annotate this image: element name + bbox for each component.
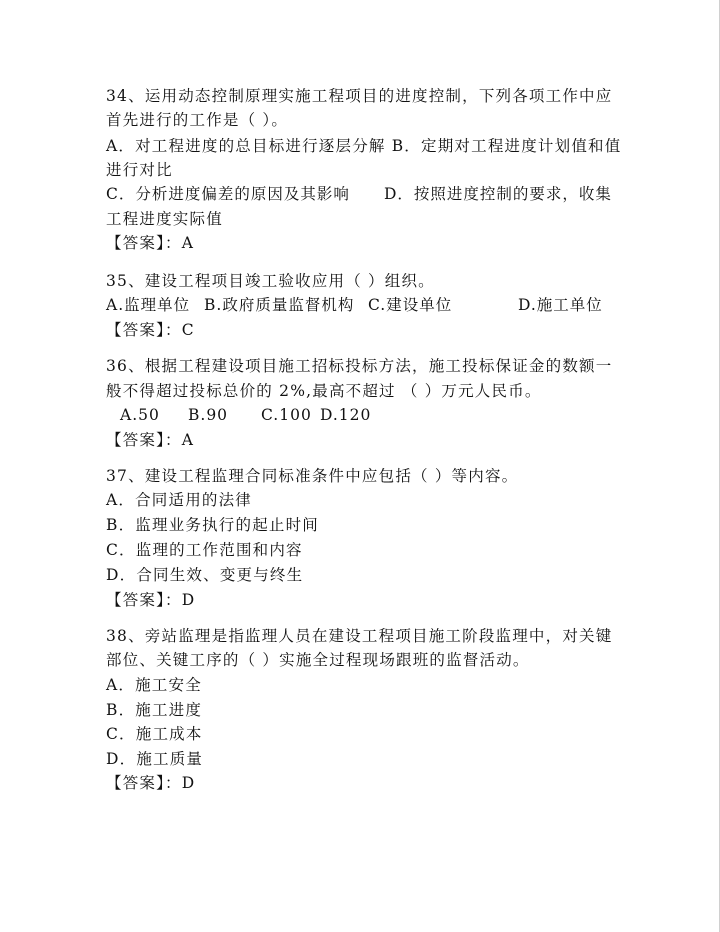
q34-text-line6: 工程进度实际值 — [106, 210, 223, 228]
q34-text-line3: A．对工程进度的总目标进行逐层分解 B．定期对工程进度计划值和值 — [106, 137, 622, 155]
q36-text-line2: 般不得超过投标总价的 2%,最高不超过 （ ）万元人民币。 — [106, 382, 542, 400]
q37-option-a: A．合同适用的法律 — [106, 491, 252, 509]
q38-answer: 【答案】：D — [106, 774, 196, 792]
q37-option-b: B．监理业务执行的起止时间 — [106, 516, 319, 534]
q38-option-d: D．施工质量 — [106, 750, 204, 768]
q35-option-c: C.建设单位 — [368, 296, 453, 314]
q35-option-d: D.施工单位 — [518, 296, 603, 314]
q34-text-line4: 进行对比 — [106, 161, 173, 179]
q34-text-line1: 34、运用动态控制原理实施工程项目的进度控制，下列各项工作中应 — [106, 87, 613, 105]
q37-option-d: D．合同生效、变更与终生 — [106, 566, 304, 584]
q34-answer: 【答案】：A — [106, 234, 195, 252]
q37-option-c: C．监理的工作范围和内容 — [106, 541, 303, 559]
q35-answer: 【答案】：C — [106, 321, 195, 339]
q38-option-c: C．施工成本 — [106, 725, 203, 743]
q36-answer: 【答案】：A — [106, 431, 195, 449]
q35-text-line1: 35、建设工程项目竣工验收应用（ ）组织。 — [106, 272, 435, 290]
q35-option-b: B.政府质量监督机构 — [204, 296, 355, 314]
q36-text-line1: 36、根据工程建设项目施工招标投标方法，施工投标保证金的数额一 — [106, 357, 613, 375]
q36-option-b: B.90 — [188, 406, 229, 424]
q36-option-a: A.50 — [120, 406, 160, 424]
q36-option-d: D.120 — [320, 406, 372, 424]
q37-text-line1: 37、建设工程监理合同标准条件中应包括（ ）等内容。 — [106, 467, 519, 485]
q37-answer: 【答案】：D — [106, 591, 196, 609]
q38-text-line1: 38、旁站监理是指监理人员在建设工程项目施工阶段监理中，对关键 — [106, 627, 613, 645]
q36-option-c: C.100 — [261, 406, 312, 424]
q34-option-d: D．按照进度控制的要求，收集 — [384, 185, 612, 203]
q38-option-b: B．施工进度 — [106, 701, 203, 719]
q38-text-line2: 部位、关键工序的（ ）实施全过程现场跟班的监督活动。 — [106, 651, 530, 669]
q34-option-c: C．分析进度偏差的原因及其影响 — [106, 185, 350, 203]
q35-option-a: A.监理单位 — [106, 296, 191, 314]
q38-option-a: A．施工安全 — [106, 676, 202, 694]
q34-text-line2: 首先进行的工作是（ ）。 — [106, 111, 289, 129]
